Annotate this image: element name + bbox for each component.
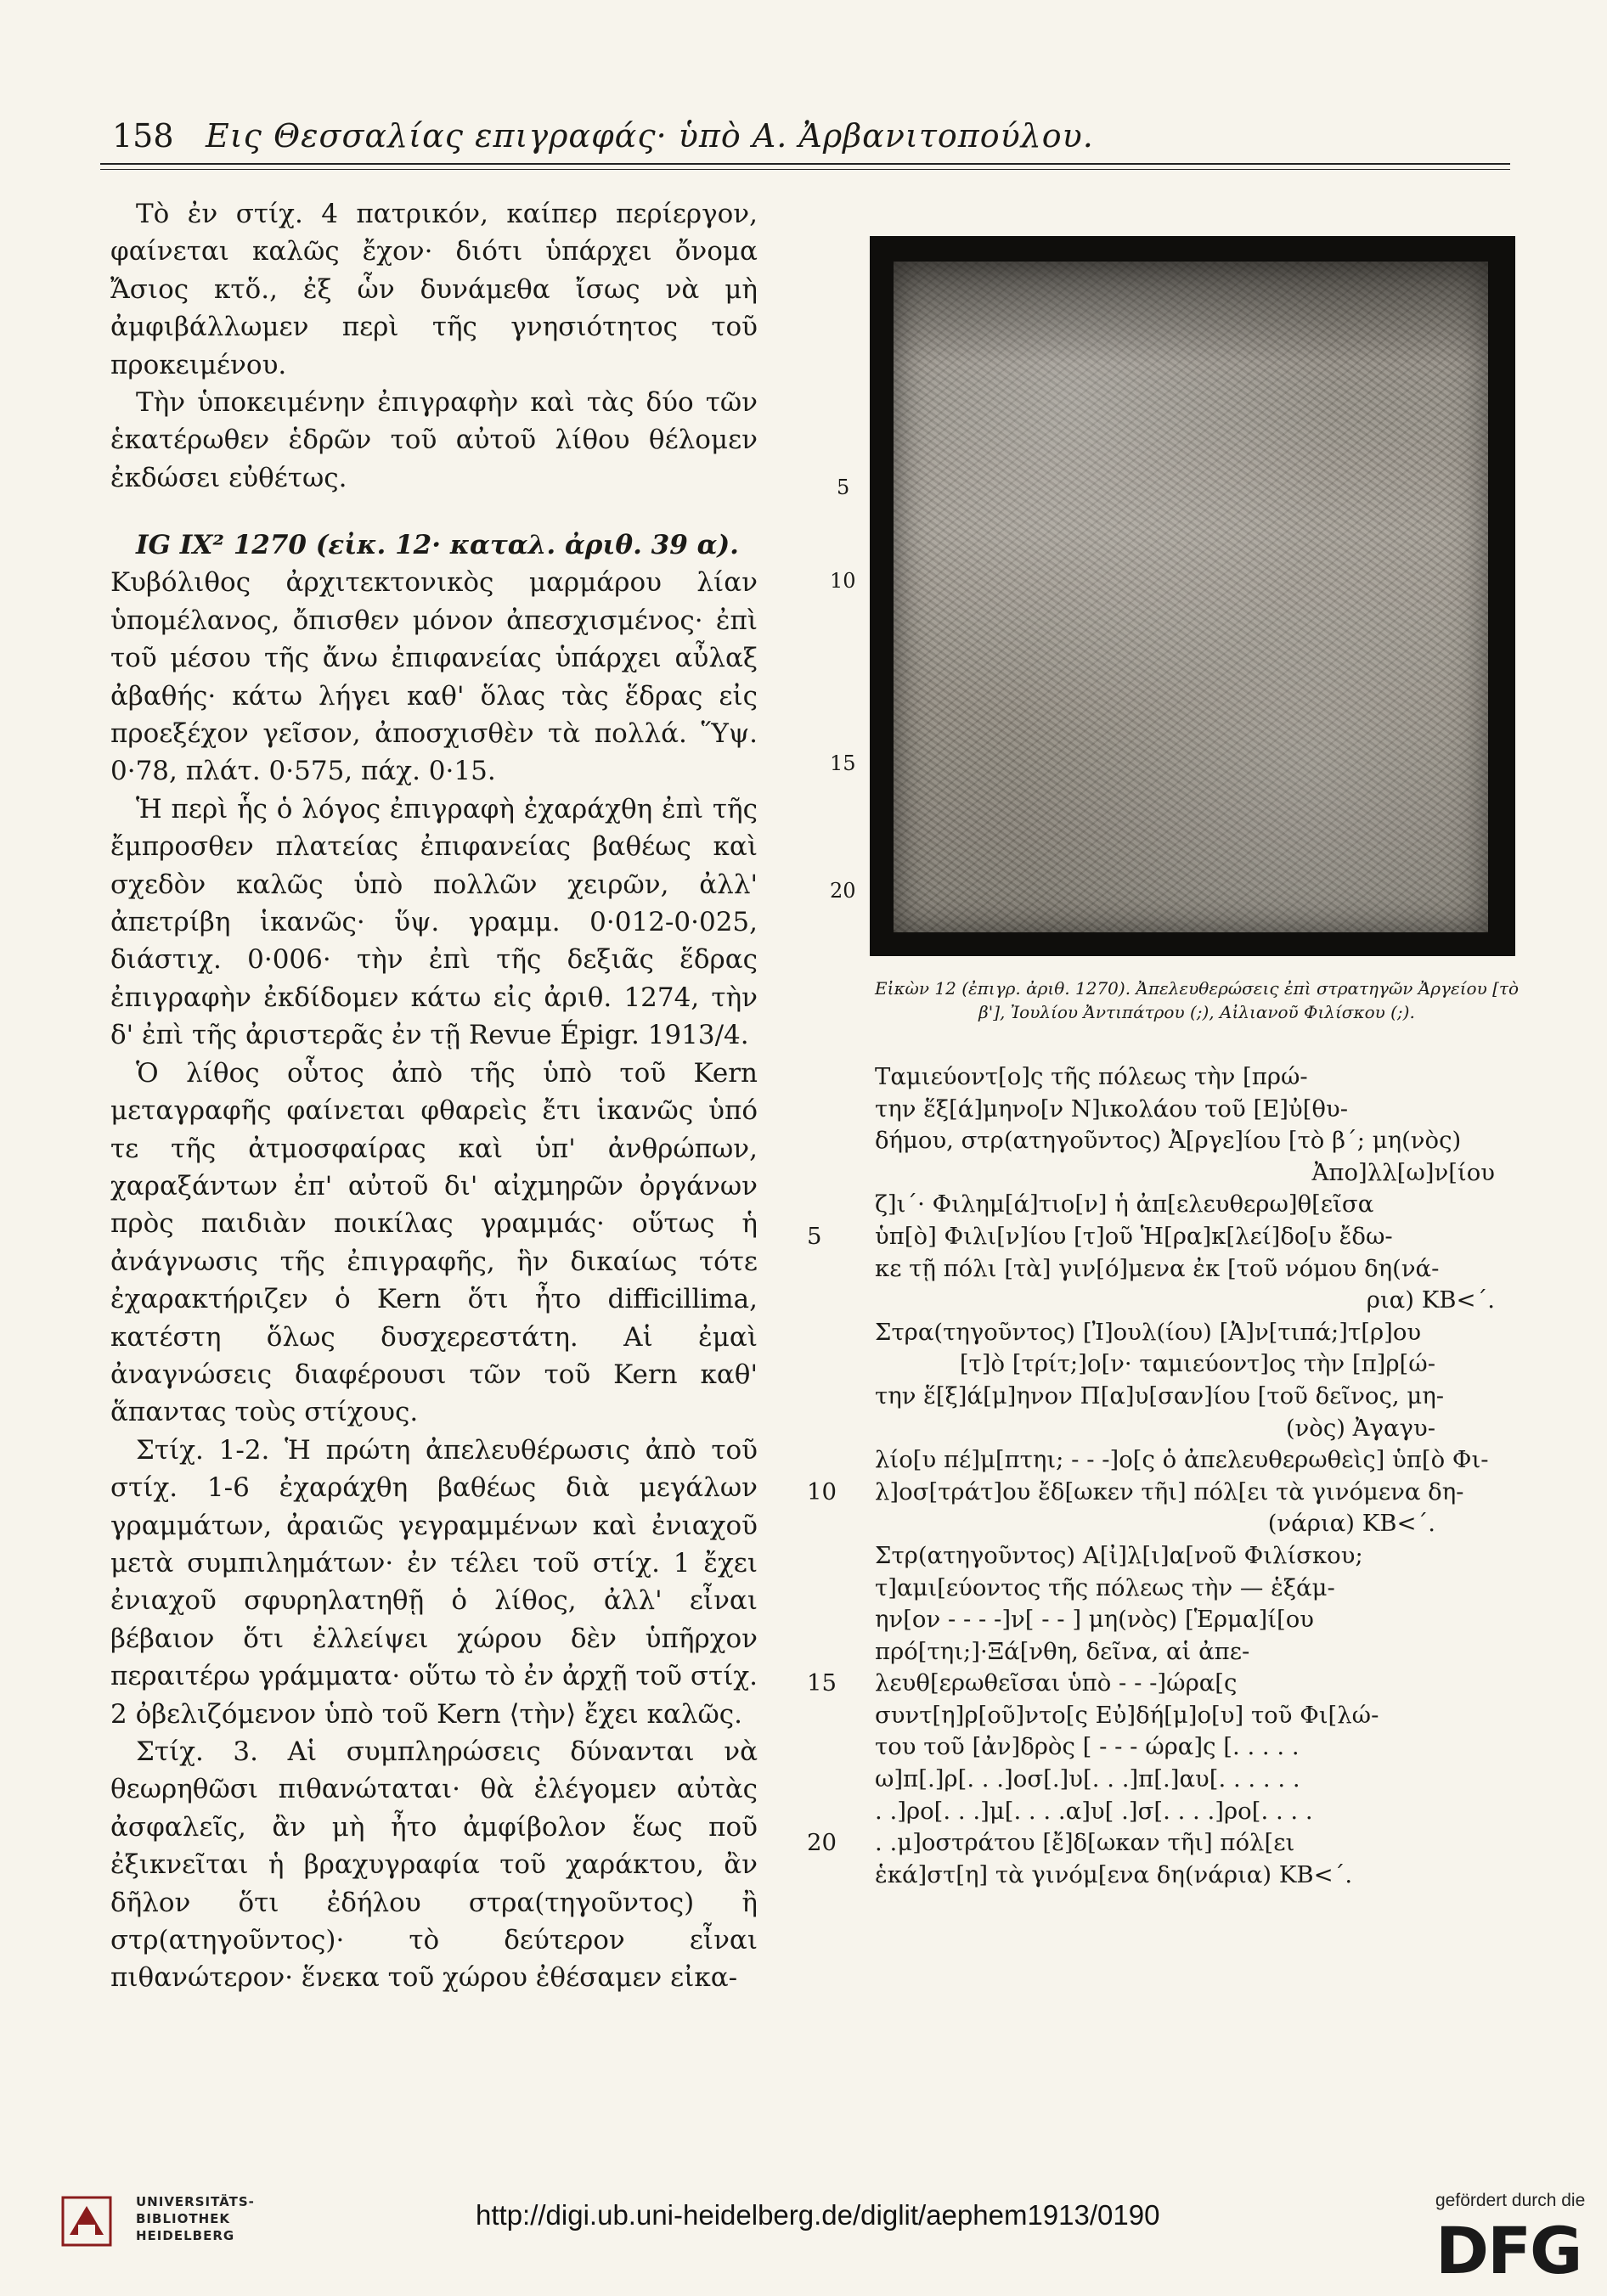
inscription-line xyxy=(807,1668,1503,1700)
inscription-line-text: Ἀπο]λλ[ω]ν[ίου xyxy=(1311,1158,1495,1186)
inscription-line xyxy=(807,1348,1503,1381)
dfg-logo: DFG xyxy=(1435,2213,1582,2288)
inscription-line-text: Στρ(ατηγοῦντος) Α[ἰ]λ[ι]α[νοῦ Φιλίσκου; xyxy=(875,1541,1363,1569)
inscription-line xyxy=(807,1189,1503,1221)
figure-line-number: 5 xyxy=(837,476,850,499)
source-url-link[interactable]: http://digi.ub.uni-heidelberg.de/diglit/aephem1913/0190 xyxy=(476,2199,1160,2231)
inscription-line-number: 15 xyxy=(807,1669,837,1697)
paragraph: Ὁ λίθος οὗτος ἀπὸ τῆς ὑπὸ τοῦ Kern μεταγραφῆς φαίνεται φθαρεὶς ἔτι ἱκανῶς ὑπό τε τῆς ἀτμοσφαίρας καὶ ὑπ' ἀνθρώπων, χαραξάντων ἐπ' αὐτοῦ δι' αἰχμηρῶν ὀργάνων πρὸς παιδιὰν ποικίλας γραμμάς· οὕτως ἡ ἀνάγνωσις τῆς ἐπιγραφῆς, ἣν δικαίως τότε ἐχαρακτήριζεν ὁ Kern ὅτι ἦτο difficillima, κατέστη ὅλως δυσχερεστάτη. Αἱ ἐμαὶ ἀναγνώσεις διαφέρουσι τῶν τοῦ Kern καθ' ἅπαντας τοὺς στίχους. xyxy=(110,1057,758,1428)
inscription-line xyxy=(807,1157,1503,1190)
inscription-line xyxy=(807,1094,1503,1126)
library-name-line: BIBLIOTHEK xyxy=(136,2211,230,2226)
inscription-line-text: δήμου, στρ(ατηγοῦντος) Ἀ[ργε]ίου [τὸ β΄; μη(νὸς) xyxy=(875,1127,1462,1155)
header-rule-thin xyxy=(100,169,1510,170)
inscription-line-text: ἑκά]στ[η] τὰ γινόμ[ενα δη(νάρια) ΚΒ<΄. xyxy=(875,1860,1353,1888)
inscription-line xyxy=(807,1508,1503,1540)
inscribed-stone-image xyxy=(894,262,1488,932)
inscription-text xyxy=(807,1061,1503,1891)
figure-line-number: 15 xyxy=(830,751,856,775)
inscription-line xyxy=(807,1444,1503,1477)
stone-photograph xyxy=(870,236,1515,956)
inscription-line xyxy=(807,1477,1503,1509)
inscription-line-text: Στρα(τηγοῦντος) [Ἰ]ουλ(ίου) [Ἀ]ν[τιπά;]τ[ρ]ου xyxy=(875,1318,1422,1346)
running-head xyxy=(112,117,1497,168)
inscription-line-number: 20 xyxy=(807,1829,837,1857)
inscription-line xyxy=(807,1285,1503,1317)
inscription-line-text: την ἕξ[ά]μηνο[ν Ν]ικολάου τοῦ [Ε]ὐ[θυ- xyxy=(875,1095,1348,1123)
inscription-line-text: την ἕ[ξ]ά[μ]ηνον Π[α]υ[σαν]ίου [τοῦ δεῖνος, μη- xyxy=(875,1382,1445,1410)
inscription-line-text: [τ]ὸ [τρίτ;]ο[ν· ταμιεύοντ]ος τὴν [π]ρ[ώ- xyxy=(959,1350,1435,1378)
header-title: Εις Θεσσαλίας επιγραφάς· ὑπὸ Α. Ἀρβανιτοπούλου. xyxy=(206,117,1094,155)
inscription-line xyxy=(807,1381,1503,1413)
inscription-line-number: 10 xyxy=(807,1477,837,1505)
ub-heidelberg-logo-icon xyxy=(59,2194,114,2248)
inscription-line-text: ην[ον - - - -]ν[ - - ] μη(νὸς) [Ἑρμα]ί[ου xyxy=(875,1606,1314,1634)
inscription-line-text: ρια) ΚΒ<΄. xyxy=(1366,1286,1495,1314)
figure-line-number: 20 xyxy=(830,879,856,903)
inscription-line-text: ὑπ[ὸ] Φιλι[ν]ίου [τ]οῦ Ἡ[ρα]κ[λεί]δο[υ ἔδω- xyxy=(875,1222,1393,1250)
inscription-line xyxy=(807,1796,1503,1828)
left-column-intro xyxy=(110,195,758,497)
inscription-line xyxy=(807,1860,1503,1892)
inscription-line-number: 5 xyxy=(807,1222,822,1250)
inscription-line xyxy=(807,1573,1503,1605)
inscription-line xyxy=(807,1413,1503,1445)
inscription-line-text: τ]αμι[εύοντος τῆς πόλεως τὴν — ἑξάμ- xyxy=(875,1573,1335,1601)
inscription-line-text: Ταμιεύοντ[ο]ς τῆς πόλεως τὴν [πρώ- xyxy=(875,1063,1308,1090)
inscription-line xyxy=(807,1636,1503,1669)
header-rule xyxy=(100,163,1510,165)
inscription-line xyxy=(807,1764,1503,1796)
figure-caption: Εἰκὼν 12 (ἐπιγρ. ἀριθ. 1270). Ἀπελευθερώσεις ἐπὶ στρατηγῶν Ἀργείου [τὸ β'], Ἰουλίου Ἀντιπάτρου (;), Αἰλιανοῦ Φιλίσκου (;). xyxy=(875,978,1519,1022)
paragraph: Στίχ. 3. Αἱ συμπληρώσεις δύνανται νὰ θεωρηθῶσι πιθανώταται· θὰ ἐλέγομεν αὐτὰς ἀσφαλεῖς, ἂν μὴ ἦτο ἀμφίβολον ἕως ποῦ ἐξικνεῖται ἡ βραχυγραφία τοῦ χαράκτου, ἂν δῆλον ὅτι ἐδήλου στρα(τηγοῦντος) ἢ στρ(ατηγοῦντος)· τὸ δεύτερον εἶναι πιθανώτερον· ἕνεκα τοῦ χώρου ἐθέσαμεν εἰκα- xyxy=(110,1736,758,1994)
page-number: 158 xyxy=(112,117,174,155)
inscription-line-text: . .]ρο[. . .]μ[. . . .α]υ[ .]σ[. . . .]ρο[. . . . xyxy=(875,1797,1313,1825)
inscription-line-text: (νὸς) Ἀγαγυ- xyxy=(1285,1414,1435,1442)
inscription-line xyxy=(807,1125,1503,1157)
paragraph: Τὸ ἐν στίχ. 4 πατρικόν, καίπερ περίεργον, φαίνεται καλῶς ἔχον· διότι ὑπάρχει ὄνομα Ἄσιος κτὅ., ἐξ ὧν δυνάμεθα ἴσως νὰ μὴ ἀμφιβάλλωμεν περὶ τῆς γνησιότητος τοῦ προκειμένου. xyxy=(110,199,758,380)
left-column-main xyxy=(110,526,758,1997)
inscription-line xyxy=(807,1604,1503,1636)
inscription-line xyxy=(807,1317,1503,1349)
inscription-line-text: ζ]ι΄· Φιλημ[ά]τιο[ν] ἡ ἀπ[ελευθερω]θ[εῖσα xyxy=(875,1190,1374,1218)
funding-note: gefördert durch die xyxy=(1435,2191,1586,2210)
inscription-line-text: . .μ]οστράτου [ἔ]δ[ωκαν τῆι] πόλ[ει xyxy=(875,1829,1295,1857)
library-name-line: UNIVERSITÄTS- xyxy=(136,2194,255,2209)
library-logo xyxy=(59,2191,255,2259)
inscription-line xyxy=(807,1731,1503,1764)
figure-line-number: 10 xyxy=(830,569,856,593)
inscription-line-text: λ]οσ[τράτ]ου ἔδ[ωκεν τῆι] πόλ[ει τὰ γινόμενα δη- xyxy=(875,1477,1464,1505)
inscription-heading: IG IX² 1270 (εἰκ. 12· καταλ. ἀριθ. 39 α). xyxy=(136,530,739,560)
inscription-line xyxy=(807,1061,1503,1094)
inscription-line xyxy=(807,1700,1503,1732)
inscription-line xyxy=(807,1221,1503,1253)
inscription-line-text: του τοῦ [ἀν]δρὸς [ - - - ώρα]ς [. . . . . xyxy=(875,1733,1300,1761)
paragraph: Ἡ περὶ ἧς ὁ λόγος ἐπιγραφὴ ἐχαράχθη ἐπὶ τῆς ἔμπροσθεν πλατείας ἐπιφανείας βαθέως καὶ σχεδὸν καλῶς ὑπὸ πολλῶν χειρῶν, ἀλλ' ἀπετρίβη ἱκανῶς· ὕψ. γραμμ. 0·012-0·025, διάστιχ. 0·006· τὴν ἐπὶ τῆς δεξιᾶς ἕδρας ἐπιγραφὴν ἐκδίδομεν κάτω εἰς ἀριθ. 1274, τὴν δ' ἐπὶ τῆς ἀριστερᾶς ἐν τῇ Revue Épigr. 1913/4. xyxy=(110,793,758,1051)
paragraph: Στίχ. 1-2. Ἡ πρώτη ἀπελευθέρωσις ἀπὸ τοῦ στίχ. 1-6 ἐχαράχθη βαθέως διὰ μεγάλων γραμμάτων, ἀραιῶς γεγραμμένων καὶ ἐνιαχοῦ μετὰ συμπιλημάτων· ἐν τέλει τοῦ στίχ. 1 ἔχει ἐνιαχοῦ σφυρηλατηθῇ ὁ λίθος, ἀλλ' εἶναι βέβαιον ὅτι ἐλλείψει χώρου δὲν ὑπῆρχον περαιτέρω γράμματα· οὕτω τὸ ἐν ἀρχῇ τοῦ στίχ. 2 ὀβελιζόμενον ὑπὸ τοῦ Kern ⟨τὴν⟩ ἔχει καλῶς. xyxy=(110,1434,758,1730)
paragraph: Τὴν ὑποκειμένην ἐπιγραφὴν καὶ τὰς δύο τῶν ἑκατέρωθεν ἑδρῶν τοῦ αὐτοῦ λίθου θέλομεν ἐκδώσει εὐθέτως. xyxy=(110,387,758,493)
inscription-line xyxy=(807,1540,1503,1573)
stone-top-shadow xyxy=(894,262,1488,363)
library-name-line: HEIDELBERG xyxy=(136,2228,235,2243)
inscription-line-text: συντ[η]ρ[οῦ]ντο[ς Εὐ]δή[μ]ο[υ] τοῦ Φι[λώ- xyxy=(875,1701,1379,1729)
inscription-line-text: λευθ[ερωθεῖσαι ὑπὸ - - -]ώρα[ς xyxy=(875,1669,1238,1697)
inscription-line-text: πρό[τηι;]·Ξά[νθη, δεῖνα, αἱ ἀπε- xyxy=(875,1637,1250,1665)
inscription-line-text: λίο[υ πέ]μ[πτηι; - - -]ο[ς ὁ ἀπελευθερωθεὶς] ὑπ[ὸ Φι- xyxy=(875,1446,1489,1474)
paragraph: Κυβόλιθος ἀρχιτεκτονικὸς μαρμάρου λίαν ὑπομέλανος, ὄπισθεν μόνον ἀπεσχισμένος· ἐπὶ τοῦ μέσου τῆς ἄνω ἐπιφανείας ὑπάρχει αὖλαξ ἀβαθής· κάτω λήγει καθ' ὅλας τὰς ἕδρας εἰς προεξέχον γεῖσον, ἀποσχισθὲν τὰ πολλά. Ὕψ. 0·78, πλάτ. 0·575, πάχ. 0·15. xyxy=(110,567,758,787)
inscription-line xyxy=(807,1253,1503,1286)
inscription-line-text: (νάρια) ΚΒ<΄. xyxy=(1267,1510,1435,1538)
inscription-line xyxy=(807,1827,1503,1860)
inscription-line-text: ω]π[.]ρ[. . .]οσ[.]υ[. . .]π[.]αυ[. . . . . . xyxy=(875,1765,1300,1793)
inscription-line-text: κε τῇ πόλι [τὰ] γιν[ό]μενα ἐκ [τοῦ νόμου δη(νά- xyxy=(875,1254,1440,1282)
